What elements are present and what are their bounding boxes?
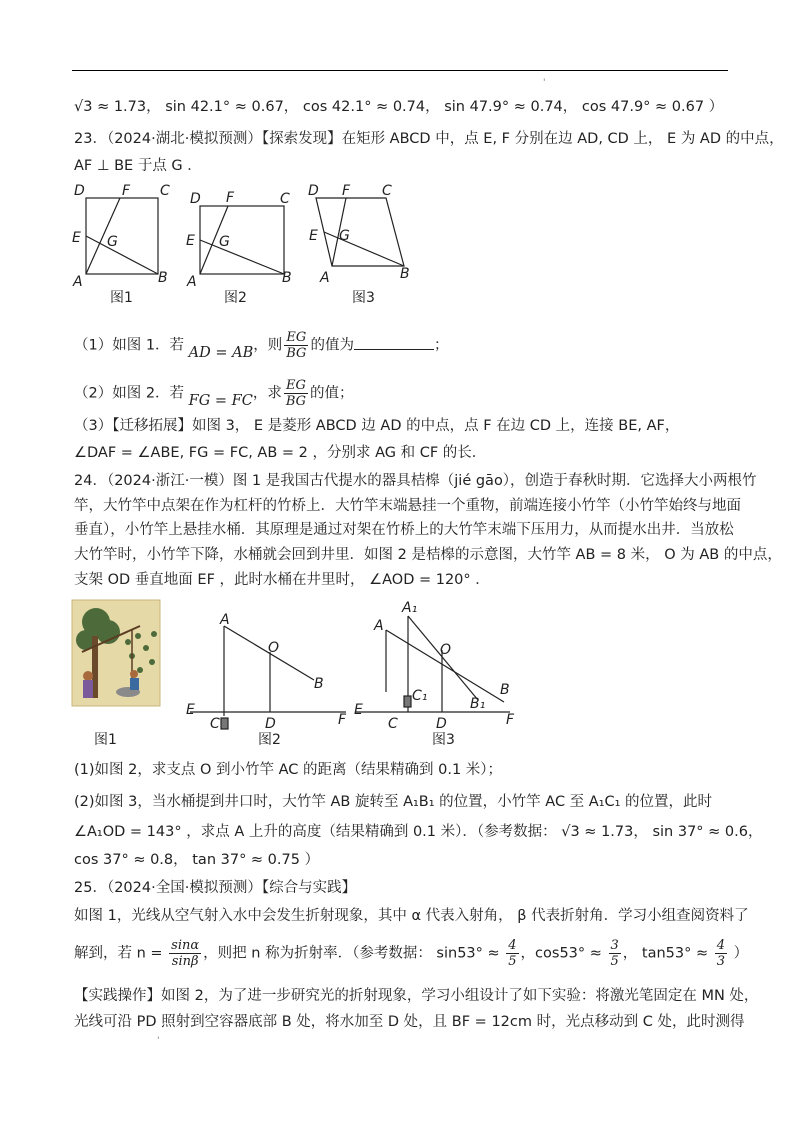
q23-f1-B: B <box>158 270 168 286</box>
q23-f2-D: D <box>190 191 201 207</box>
q23-f2-E: E <box>186 233 195 249</box>
q23-f3-A: A <box>320 270 330 286</box>
q23-caption-1: 图1 <box>110 290 133 306</box>
q23-f1-E: E <box>72 230 81 246</box>
q24-part-1: (1)如图 2，求支点 O 到小竹竿 AC 的距离（结果精确到 0.1 米）； <box>74 762 503 778</box>
q23-line-1: 23．（2024·湖北·模拟预测）【探索发现】在矩形 ABCD 中，点 E, F 分别在边 AD, CD 上， E 为 AD 的中点， <box>74 131 784 147</box>
q24-line-4: 大竹竿时，小竹竿下降，水桶就会回到井里．如图 2 是桔槔的示意图，大竹竿 AB = 8 米， O 为 AB 的中点， <box>74 547 782 563</box>
q23-f2-C: C <box>280 191 290 207</box>
q24-part-2-line-3: cos 37° ≈ 0.8， tan 37° ≈ 0.75 ） <box>74 852 320 868</box>
q23-caption-3: 图3 <box>352 290 375 306</box>
ref-data-line: √3 ≈ 1.73， sin 42.1° ≈ 0.67， cos 42.1° ≈ 0.74， sin 47.9° ≈ 0.74， cos 47.9° ≈ 0.67 ） <box>74 99 724 115</box>
q23-caption-2: 图2 <box>224 290 247 306</box>
q24-f3-A: A <box>374 618 384 634</box>
q24-fig1-illustration <box>72 600 160 706</box>
q24-figures <box>68 596 538 750</box>
q23-f1-D: D <box>74 183 85 199</box>
q23-line-2: AF ⊥ BE 于点 G ． <box>74 158 202 174</box>
q24-f2-F: F <box>338 712 347 728</box>
q24-f2-E: E <box>186 702 195 718</box>
q24-f3-F: F <box>506 712 515 728</box>
q23-f3-G: G <box>339 228 350 244</box>
q24-f2-D: D <box>265 716 276 732</box>
q23-part-3-line-1: （3）【迁移拓展】如图 3， E 是菱形 ABCD 边 AD 的中点，点 F 在边 CD 上，连接 BE, AF， <box>74 418 680 434</box>
q23-f1-A: A <box>73 274 83 290</box>
q25-line-3: 解到，若 n = $\frac{\sin\alpha}{\sin\beta}$ ，则把 n 称为折射率．（参考数据： sin53° ≈ $\frac{4}{5}$ ，cos53° ≈ $\frac{3}{5}$ ， tan53° ≈ $\frac{4}{3}$ ） <box>74 938 749 969</box>
q23-fig1 <box>86 198 158 274</box>
q23-f1-C: C <box>160 183 170 199</box>
q23-figures <box>68 178 428 308</box>
q23-part-2: （2）如图 2．若 FG = FC，求 $\frac{EG}{BG}$ 的值； <box>74 378 354 409</box>
q25-line-5: 光线可沿 PD 照射到空容器底部 B 处，将水加至 D 处，且 BF = 12cm 时，光点移动到 C 处，此时测得 <box>74 1014 745 1030</box>
q24-f3-E: E <box>354 702 363 718</box>
q23-f3-D: D <box>308 183 319 199</box>
q24-f3-C: C <box>388 716 398 732</box>
q23-f3-C: C <box>382 183 392 199</box>
q24-part-2-line-2: ∠A₁OD = 143° ，求点 A 上升的高度（结果精确到 0.1 米）．（参考数据： √3 ≈ 1.73， sin 37° ≈ 0.6， <box>74 824 763 840</box>
q23-f1-F: F <box>122 183 131 199</box>
q23-answer-blank[interactable] <box>354 335 434 350</box>
q24-f3-C1: C₁ <box>412 688 428 704</box>
q25-line-4: 【实践操作】如图 2，为了进一步研究光的折射现象，学习小组设计了如下实验：将激光笔固定在 MN 处， <box>74 988 759 1004</box>
q23-f2-F: F <box>226 190 235 206</box>
q24-f2-A: A <box>220 612 230 628</box>
q23-f2-A: A <box>187 274 197 290</box>
top-mark: ' <box>543 78 546 88</box>
q24-caption-3: 图3 <box>432 732 455 748</box>
q24-f3-A1: A₁ <box>402 600 418 616</box>
q23-f2-B: B <box>282 270 292 286</box>
q24-f3-B: B <box>500 682 510 698</box>
q23-f1-G: G <box>107 234 118 250</box>
top-rule <box>72 70 728 71</box>
q24-caption-1: 图1 <box>94 732 117 748</box>
q24-f2-B: B <box>314 676 324 692</box>
q24-line-1: 24．（2024·浙江·一模）图 1 是我国古代提水的器具桔槔（jié gāo），创造于春秋时期．它选择大小两根竹 <box>74 473 757 489</box>
q23-part-1: （1）如图 1．若 AD = AB，则 $\frac{EG}{BG}$ 的值为 ； <box>74 330 449 361</box>
q23-f3-E: E <box>309 228 318 244</box>
q25-line-1: 25．（2024·全国·模拟预测）【综合与实践】 <box>74 880 357 896</box>
q23-f3-B: B <box>400 266 410 282</box>
q24-f3-B1: B₁ <box>470 696 486 712</box>
q23-fig2 <box>200 206 284 274</box>
q23-f2-G: G <box>219 234 230 250</box>
q24-f2-O: O <box>268 640 280 656</box>
q23-fig3 <box>316 198 404 266</box>
q24-part-2-line-1: (2)如图 3，当水桶提到井口时，大竹竿 AB 旋转至 A₁B₁ 的位置，小竹竿 AC 至 A₁C₁ 的位置，此时 <box>74 794 713 810</box>
q24-f3-D: D <box>436 716 447 732</box>
q24-f3-O: O <box>440 642 452 658</box>
q24-line-5: 支架 OD 垂直地面 EF ，此时水桶在井里时， ∠AOD = 120° ． <box>74 572 490 588</box>
bottom-mark: ' <box>157 1036 160 1046</box>
q25-line-2: 如图 1，光线从空气射入水中会发生折射现象，其中 α 代表入射角， β 代表折射角．学习小组查阅资料了 <box>74 908 749 924</box>
q24-caption-2: 图2 <box>258 732 281 748</box>
q24-f2-C: C <box>210 716 220 732</box>
q23-f3-F: F <box>342 183 351 199</box>
q23-part-3-line-2: ∠DAF = ∠ABE, FG = FC, AB = 2 ，分别求 AG 和 CF 的长． <box>74 445 487 461</box>
q24-line-2: 竿，大竹竿中点架在作为杠杆的竹桥上．大竹竿末端悬挂一个重物，前端连接小竹竿（小竹竿始终与地面 <box>74 498 741 514</box>
q24-line-3: 垂直），小竹竿上悬挂水桶．其原理是通过对架在竹桥上的大竹竿末端下压用力，从而提水出井．当放松 <box>74 522 734 538</box>
